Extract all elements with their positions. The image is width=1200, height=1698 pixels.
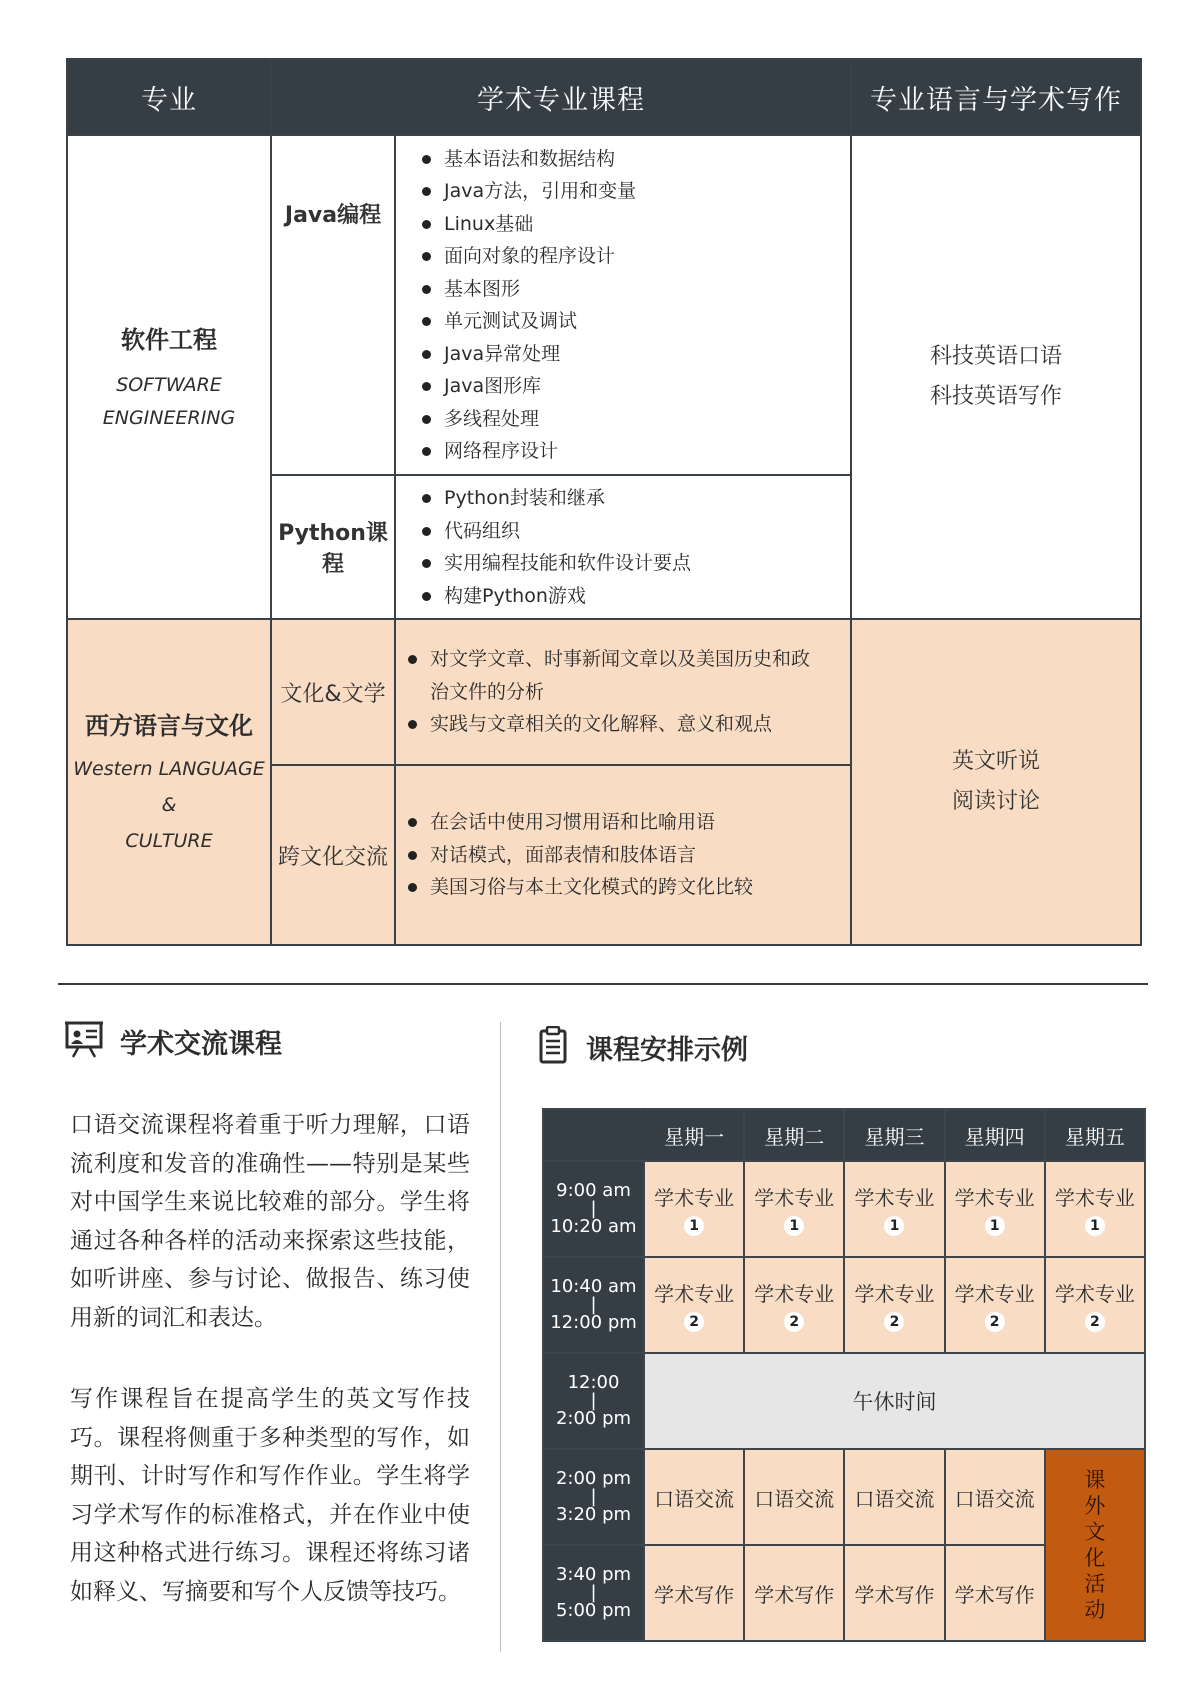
schedule-cell: [844, 1257, 944, 1353]
intercultural-topics: [395, 765, 851, 945]
language-software-1: 科技英语口语: [929, 344, 1062, 369]
schedule-cell: 学术写作: [945, 1545, 1045, 1641]
day-friday: 星期五: [1045, 1109, 1145, 1161]
schedule-cell: 学术写作: [844, 1545, 944, 1641]
cell-label: 学术专业: [654, 1186, 735, 1210]
writing-paragraph: 写作课程旨在提高学生的英文写作技巧。课程将侧重于多种类型的写作，如期刊、计时写作和写作作业。学生将学习学术写作的标准格式，并在作业中使用这种格式进行练习。课程还将练习诸如释义、写摘要和写个人反馈等技巧。: [70, 1386, 470, 1605]
list-item: 构建Python游戏: [444, 580, 840, 613]
course-culture: 文化&文学: [271, 619, 395, 765]
list-item: 对文学文章、时事新闻文章以及美国历史和政治文件的分析: [430, 643, 814, 708]
cell-number: 2: [784, 1312, 804, 1332]
course-python: Python课程: [271, 475, 395, 619]
list-item: 代码组织: [444, 515, 840, 548]
academic-exchange-title: 学术交流课程: [120, 1028, 282, 1060]
time-start: 10:40 am: [550, 1276, 637, 1297]
cell-label: 学术专业: [854, 1282, 935, 1306]
time-separator: |: [590, 1198, 597, 1219]
language-western-1: 英文听说: [951, 749, 1040, 774]
language-software-2: 科技英语写作: [929, 384, 1062, 409]
time-slot-2: [543, 1257, 644, 1353]
schedule-row-3: [543, 1353, 1145, 1449]
culture-row: [67, 619, 1141, 765]
cell-label: 学术专业: [754, 1282, 835, 1306]
cell-number: 1: [784, 1216, 804, 1236]
schedule-row-4: [543, 1449, 1145, 1545]
extra-char: 活: [1084, 1572, 1106, 1596]
schedule-corner: [543, 1109, 644, 1161]
time-end: 10:20 am: [550, 1216, 637, 1237]
culture-topic-list: [430, 643, 814, 741]
list-item: 美国习俗与本土文化模式的跨文化比较: [430, 871, 814, 904]
cell-number: 1: [684, 1216, 704, 1236]
time-slot-3: [543, 1353, 644, 1449]
presentation-icon: [64, 1020, 104, 1062]
major-western-en: [68, 751, 270, 859]
intercultural-topic-list: [430, 806, 814, 904]
schedule-cell: [945, 1161, 1045, 1257]
day-wednesday: 星期三: [844, 1109, 944, 1161]
lunch-break-cell: 午休时间: [644, 1353, 1145, 1449]
list-item: 基本图形: [444, 273, 840, 306]
list-item: 面向对象的程序设计: [444, 240, 840, 273]
schedule-cell: 学术写作: [744, 1545, 844, 1641]
cell-number: 2: [985, 1312, 1005, 1332]
language-western: [851, 619, 1141, 945]
day-thursday: 星期四: [945, 1109, 1045, 1161]
cell-label: 学术专业: [654, 1282, 735, 1306]
header-courses: 学术专业课程: [271, 59, 851, 135]
major-western: [67, 619, 271, 945]
list-item: 实用编程技能和软件设计要点: [444, 547, 840, 580]
extra-char: 化: [1084, 1546, 1106, 1570]
cell-number: 1: [884, 1216, 904, 1236]
cell-number: 1: [1085, 1216, 1105, 1236]
list-item: Java方法，引用和变量: [444, 175, 840, 208]
java-topics: [395, 135, 851, 475]
curriculum-table: [66, 58, 1142, 946]
header-language: 专业语言与学术写作: [851, 59, 1141, 135]
course-java: Java编程: [271, 135, 395, 475]
time-start: 2:00 pm: [555, 1468, 632, 1489]
schedule-cell: [844, 1161, 944, 1257]
clipboard-icon: [538, 1026, 568, 1068]
time-start: 3:40 pm: [555, 1564, 632, 1585]
schedule-row-1: [543, 1161, 1145, 1257]
cell-label: 学术专业: [854, 1186, 935, 1210]
extracurricular-cell: [1045, 1449, 1145, 1641]
cell-label: 学术专业: [754, 1186, 835, 1210]
major-software-en: [68, 369, 270, 435]
time-slot-5: [543, 1545, 644, 1641]
list-item: 实践与文章相关的文化解释、意义和观点: [430, 708, 814, 741]
section-divider: [58, 983, 1148, 985]
cell-number: 2: [884, 1312, 904, 1332]
time-separator: |: [590, 1294, 597, 1315]
cell-number: 1: [985, 1216, 1005, 1236]
schedule-cell: [744, 1257, 844, 1353]
schedule-header: [538, 1026, 748, 1068]
list-item: Java图形库: [444, 370, 840, 403]
list-item: 多线程处理: [444, 403, 840, 436]
major-western-cn: 西方语言与文化: [85, 711, 253, 740]
schedule-cell: [644, 1257, 744, 1353]
extra-char: 动: [1084, 1598, 1106, 1622]
speaking-paragraph: 口语交流课程将着重于听力理解，口语流利度和发音的准确性——特别是某些对中国学生来说比较难的部分。学生将通过各种各样的活动来探索这些技能，如听讲座、参与讨论、做报告、练习使用新的词汇和表达。: [70, 1112, 470, 1331]
schedule-title: 课程安排示例: [586, 1034, 748, 1066]
list-item: 网络程序设计: [444, 435, 840, 468]
time-start: 9:00 am: [556, 1180, 631, 1201]
list-item: Linux基础: [444, 208, 840, 241]
time-separator: |: [590, 1390, 597, 1411]
time-slot-4: [543, 1449, 644, 1545]
major-western-en-2: CULTURE: [125, 829, 213, 852]
cell-label: 学术专业: [1054, 1186, 1135, 1210]
schedule-cell: [1045, 1161, 1145, 1257]
column-divider: [500, 1022, 501, 1652]
schedule-header-row: [543, 1109, 1145, 1161]
cell-number: 2: [684, 1312, 704, 1332]
schedule-table: [542, 1108, 1146, 1642]
major-software-en-2: ENGINEERING: [102, 406, 236, 429]
schedule-cell: [644, 1161, 744, 1257]
time-start: 12:00: [567, 1372, 620, 1393]
schedule-cell: [945, 1257, 1045, 1353]
extra-char: 文: [1084, 1520, 1106, 1544]
list-item: 基本语法和数据结构: [444, 143, 840, 176]
schedule-cell: 口语交流: [844, 1449, 944, 1545]
list-item: 单元测试及调试: [444, 305, 840, 338]
time-end: 12:00 pm: [550, 1312, 637, 1333]
curriculum-header-row: [67, 59, 1141, 135]
language-software: [851, 135, 1141, 619]
schedule-cell: [744, 1161, 844, 1257]
schedule-cell: 口语交流: [945, 1449, 1045, 1545]
culture-topics: [395, 619, 851, 765]
schedule-row-2: [543, 1257, 1145, 1353]
cell-label: 学术专业: [954, 1186, 1035, 1210]
time-end: 5:00 pm: [555, 1600, 632, 1621]
major-western-en-1: Western LANGUAGE &: [73, 757, 265, 816]
major-software-cn: 软件工程: [121, 325, 217, 354]
header-major: 专业: [67, 59, 271, 135]
list-item: 对话模式，面部表情和肢体语言: [430, 839, 814, 872]
python-topic-list: [444, 482, 840, 612]
cell-number: 2: [1085, 1312, 1105, 1332]
extra-char: 课: [1084, 1468, 1106, 1492]
extra-char: 外: [1084, 1494, 1106, 1518]
list-item: Python封装和继承: [444, 482, 840, 515]
java-topic-list: [444, 143, 840, 468]
schedule-cell: 学术写作: [644, 1545, 744, 1641]
major-software: [67, 135, 271, 619]
course-intercultural: 跨文化交流: [271, 765, 395, 945]
list-item: Java异常处理: [444, 338, 840, 371]
language-western-2: 阅读讨论: [951, 789, 1040, 814]
list-item: 在会话中使用习惯用语和比喻用语: [430, 806, 814, 839]
time-end: 3:20 pm: [555, 1504, 632, 1525]
academic-exchange-header: [64, 1020, 282, 1062]
cell-label: 学术专业: [954, 1282, 1035, 1306]
time-end: 2:00 pm: [555, 1408, 632, 1429]
schedule-cell: 口语交流: [744, 1449, 844, 1545]
schedule-cell: 口语交流: [644, 1449, 744, 1545]
day-tuesday: 星期二: [744, 1109, 844, 1161]
time-slot-1: [543, 1161, 644, 1257]
python-topics: [395, 475, 851, 619]
time-separator: |: [590, 1582, 597, 1603]
day-monday: 星期一: [644, 1109, 744, 1161]
cell-label: 学术专业: [1054, 1282, 1135, 1306]
schedule-cell: [1045, 1257, 1145, 1353]
major-software-en-1: SOFTWARE: [116, 373, 222, 396]
java-row: [67, 135, 1141, 475]
time-separator: |: [590, 1486, 597, 1507]
